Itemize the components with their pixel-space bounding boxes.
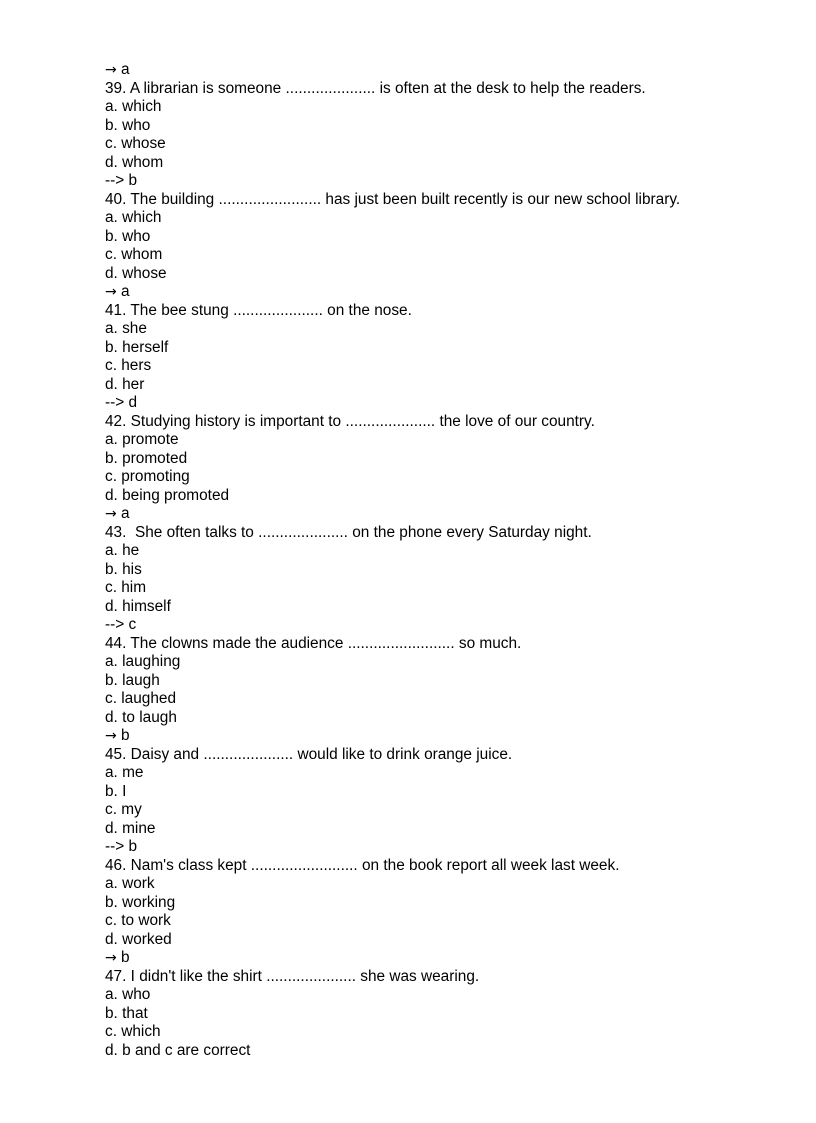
option-item: d. mine	[105, 819, 156, 837]
answer-line: --> c	[105, 616, 137, 633]
question-block	[105, 635, 785, 746]
arrow-icon: →	[105, 728, 117, 744]
answer-line	[105, 61, 785, 80]
option-item: a. she	[105, 320, 147, 337]
option-item: a. he	[105, 542, 140, 559]
question-block	[105, 524, 785, 635]
question-text: 46. Nam's class kept ......................... on the book report all week last week.	[105, 856, 620, 874]
option-item: d. himself	[105, 597, 171, 615]
option-item: a. work	[105, 875, 155, 892]
question-text: 47. I didn't like the shirt ..................... she was wearing.	[105, 967, 480, 985]
arrow-icon: →	[105, 62, 117, 78]
option-item: c. which	[105, 1023, 161, 1040]
question-text: 45. Daisy and ..................... would like to drink orange juice.	[105, 745, 513, 763]
arrow-icon: →	[105, 506, 117, 522]
answer-text: b	[121, 949, 130, 966]
option-item: d. worked	[105, 930, 172, 948]
option-item: c. him	[105, 579, 147, 596]
question-block	[105, 80, 785, 191]
option-item: d. b and c are correct	[105, 1041, 251, 1059]
option-item: b. promoted	[105, 449, 188, 467]
question-list	[105, 80, 785, 1061]
option-item: d. whom	[105, 153, 164, 171]
question-text: 42. Studying history is important to ..................... the love of our country.	[105, 412, 595, 430]
question-block	[105, 302, 785, 413]
option-item: b. working	[105, 893, 176, 911]
option-item: c. promoting	[105, 468, 190, 485]
question-block	[105, 968, 785, 1061]
option-item: d. to laugh	[105, 708, 177, 726]
option-item: c. whom	[105, 246, 163, 263]
option-item: d. whose	[105, 264, 167, 282]
answer-line: --> d	[105, 394, 138, 411]
option-item: c. laughed	[105, 690, 177, 707]
worksheet-page	[105, 61, 785, 1060]
option-item: a. promote	[105, 431, 179, 448]
question-block	[105, 857, 785, 968]
answer-text: a	[121, 505, 130, 522]
answer-text: a	[121, 283, 130, 300]
arrow-icon: →	[105, 950, 117, 966]
answer-line	[105, 949, 785, 968]
option-item: b. his	[105, 560, 142, 578]
answer-line	[105, 505, 785, 524]
question-block	[105, 413, 785, 524]
option-item: b. laugh	[105, 671, 160, 689]
answer-text: a	[121, 61, 130, 78]
option-item: c. whose	[105, 135, 166, 152]
option-item: b. who	[105, 116, 151, 134]
question-text: 41. The bee stung ..................... on the nose.	[105, 301, 412, 319]
option-item: b. herself	[105, 338, 169, 356]
question-block	[105, 746, 785, 857]
option-item: a. laughing	[105, 653, 181, 670]
option-item: d. her	[105, 375, 145, 393]
answer-line	[105, 283, 785, 302]
option-item: b. that	[105, 1004, 148, 1022]
question-text: 44. The clowns made the audience ......................... so much.	[105, 634, 522, 652]
question-text: 43. She often talks to ..................... on the phone every Saturday night.	[105, 523, 592, 541]
answer-line: --> b	[105, 172, 138, 189]
option-item: a. me	[105, 764, 144, 781]
option-item: b. who	[105, 227, 151, 245]
option-item: a. which	[105, 209, 162, 226]
option-item: b. I	[105, 782, 127, 800]
option-item: c. to work	[105, 912, 171, 929]
answer-text: b	[121, 727, 130, 744]
question-text: 39. A librarian is someone ..................... is often at the desk to help the readers.	[105, 79, 646, 97]
option-item: a. which	[105, 98, 162, 115]
arrow-icon: →	[105, 284, 117, 300]
option-item: c. hers	[105, 357, 152, 374]
question-block	[105, 191, 785, 302]
answer-line: --> b	[105, 838, 138, 855]
answer-line	[105, 727, 785, 746]
question-text: 40. The building ........................ has just been built recently is our new school library.	[105, 190, 681, 208]
option-item: c. my	[105, 801, 142, 818]
option-item: d. being promoted	[105, 486, 230, 504]
option-item: a. who	[105, 986, 151, 1003]
